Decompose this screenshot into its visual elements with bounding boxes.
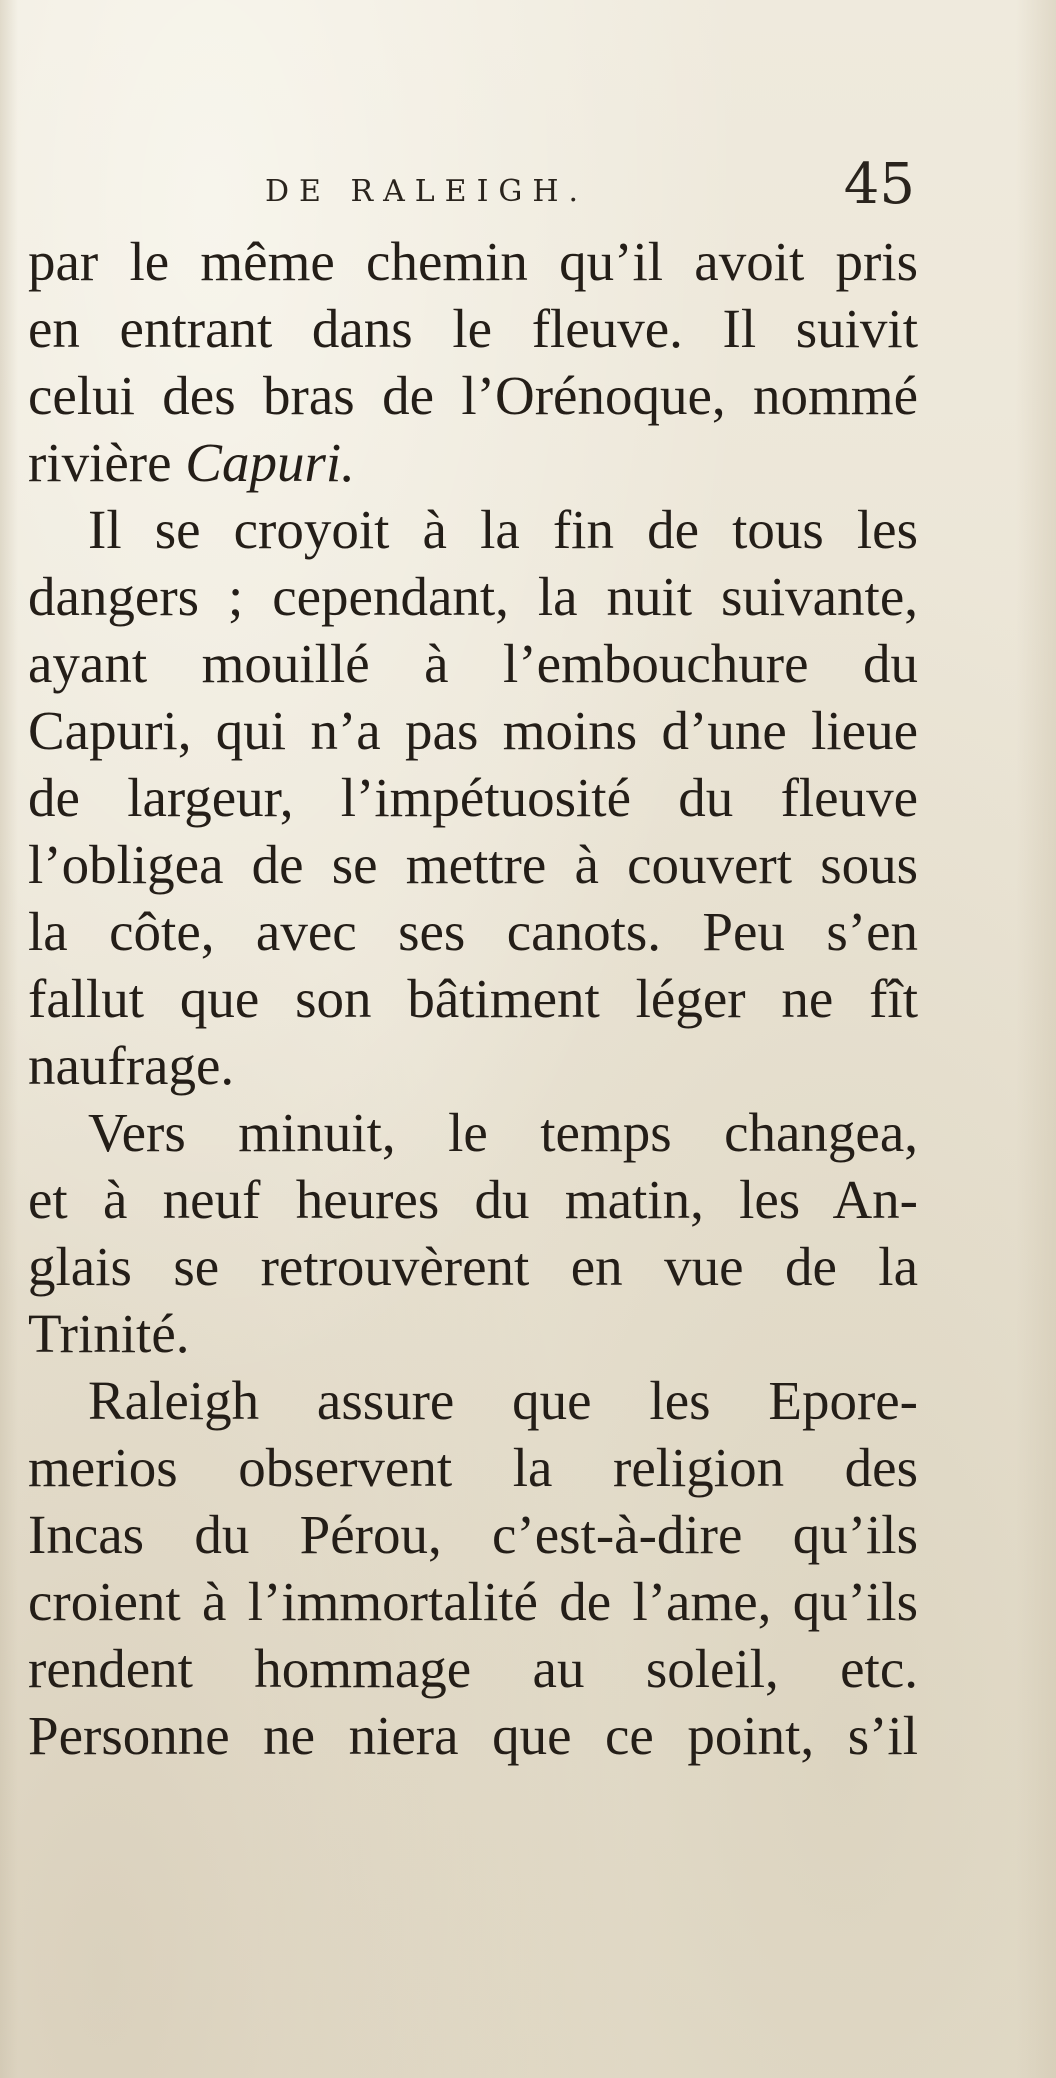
text-line: merios observent la religion des [28,1437,918,1498]
text-line: de largeur, l’impétuosité du fleuve [28,767,918,828]
text-line: la côte, avec ses canots. Peu s’en [28,901,918,962]
text-line: dangers ; cependant, la nuit suivante, [28,566,918,627]
text-line: celui des bras de l’Orénoque, nommé [28,365,918,426]
text-line: croient à l’immortalité de l’ame, qu’ils [28,1571,918,1632]
text-line: et à neuf heures du matin, les An- [28,1169,918,1230]
paragraph-first-line: Raleigh assure que les Epore- [88,1370,918,1431]
italic-place-name: Capuri. [185,432,355,493]
text-line: Personne ne niera que ce point, s’il [28,1705,918,1766]
text-line: en entrant dans le fleuve. Il suivit [28,298,918,359]
body-text [28,228,918,1769]
text-line: l’obligea de se mettre à couvert sous [28,834,918,895]
paragraph-first-line: Il se croyoit à la fin de tous les [88,499,918,560]
text-line: fallut que son bâtiment léger ne fît [28,968,918,1029]
text-line [28,429,918,496]
running-head: DE RALEIGH. [265,174,589,209]
text-line: naufrage. [28,1035,235,1096]
page-header [255,152,915,222]
text-line: Incas du Pérou, c’est-à-dire qu’ils [28,1504,918,1565]
paragraph-first-line: Vers minuit, le temps changea, [88,1102,918,1163]
text-line: glais se retrouvèrent en vue de la [28,1236,918,1297]
page-edge-shadow-right [1016,0,1056,2078]
text-line: Trinité. [28,1303,190,1364]
text-fragment: rivière [28,432,172,493]
text-line: Capuri, qui n’a pas moins d’une lieue [28,700,918,761]
text-line: par le même chemin qu’il avoit pris [28,231,918,292]
page-number: 45 [843,152,915,217]
text-line: rendent hommage au soleil, etc. [28,1638,918,1699]
page-edge-shadow-left [0,0,18,2078]
text-line: ayant mouillé à l’embouchure du [28,633,918,694]
